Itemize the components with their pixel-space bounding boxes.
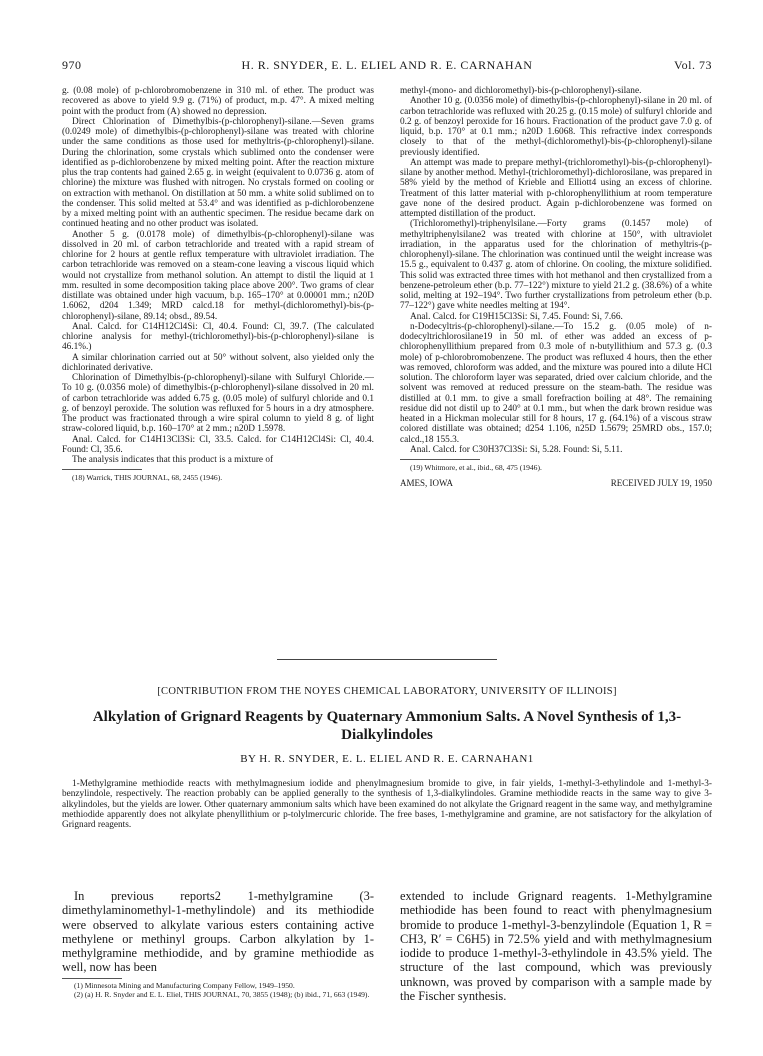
- paragraph: Another 5 g. (0.0178 mole) of dimethylbis-(p-chlorophenyl)-silane was dissolved in 20 ml. of carbon tetrachloride and treated with a rapid stream of chlorine for 2 hours at gentle reflux temperature with ultraviolet irradiation. The carbon tetrachloride was removed on a steam-cone leaving a viscous liquid which would not crystallize from methanol solution. An attempt to distil the liquid at 1 mm. resulted in some decomposition taking place above 200°. Two grams of clear distillate was obtained under high vacuum, b.p. 165–170° at 0.00001 mm.; n20D 1.6062, d204 1.349; MRD calcd.18 for methyl-(dichloromethyl)-bis-(p-chlorophenyl)-silane, 89.14; obsd., 89.54.: [62, 229, 374, 322]
- prior-article-left-column: [62, 86, 374, 646]
- signoff: [400, 478, 712, 490]
- footnote: (18) Warrick, THIS JOURNAL, 68, 2455 (1946).: [72, 473, 223, 483]
- footnote: (19) Whitmore, et al., ibid., 68, 475 (1946).: [410, 463, 542, 472]
- body-paragraph: In previous reports2 1-methylgramine (3-dimethylaminomethyl-1-methylindole) and its methiodide were observed to alkylate various esters containing active methylene or methinyl groups. Carbon alkylation by 1-methylgramine methiodide, and by gramine methiodide as well, now has been: [62, 889, 374, 975]
- paragraph: Anal. Calcd. for C14H13Cl3Si: Cl, 33.5. Calcd. for C14H12Cl4Si: Cl, 40.4. Found: Cl, 35.6.: [62, 434, 374, 455]
- paragraph: n-Dodecyltris-(p-chlorophenyl)-silane.—To 15.2 g. (0.05 mole) of n-dodecyltrichlorosilane19 in 50 ml. of ether was added an excess of p-chlorophenyllithium prepared from 0.3 mole of n-butyllithium and 57.3 g. (0.3 mole) of p-chlorobromobenzene. The product was refluxed 4 hours, then the ether was removed, chloroform was added, and the mixture was poured into a dilute HCl solution. The chloroform layer was separated, dried over calcium chloride, and the solvent was removed at reduced pressure on the steam-bath. The residue was distilled at 0.1 mm. to give a small forefraction boiling at 48°. The remaining residue did not distil up to 240° at 0.1 mm., but when the dark brown residue was heated in a Hickman molecular still for 8 hours, 17 g. (64.1%) of a viscous straw colored distillate was obtained; d254 1.106, n25D 1.5679; 25MRD obs., 157.0; calcd.,18 155.3.: [400, 321, 712, 445]
- byline: BY H. R. SNYDER, E. L. ELIEL AND R. E. CARNAHAN1: [240, 753, 534, 765]
- article-left-column: [62, 889, 374, 1039]
- footnote-rule: [62, 978, 122, 979]
- paragraph: Anal. Calcd. for C14H12Cl4Si: Cl, 40.4. Found: Cl, 39.7. (The calculated chlorine analysis for methyl-(trichloromethyl)-bis-(p-chlorophenyl)-silane is 46.1%.): [62, 321, 374, 353]
- paragraph: (Trichloromethyl)-triphenylsilane.—Forty grams (0.1457 mole) of methyltriphenylsilane2 was treated with chlorine at 150°, with ultraviolet irradiation, in the apparatus used for the chlorination of methyltris-(p-chlorophenyl)-silane. The chlorination was continued until the weight increase was 15.5 g., equivalent to 0.437 g. atom of chlorine. On cooling, the mixture solidified. This solid was extracted three times with hot methanol and then crystallized from a benzene-petroleum ether (b.p. 77–122°) mixture to yield 21.2 g. (38.6%) of a white solid, melting at 192–194°. Two further crystallizations from petroleum ether (b.p. 77–122°) gave white needles melting at 194°.: [400, 219, 712, 312]
- paragraph: g. (0.08 mole) of p-chlorobromobenzene in 310 ml. of ether. The product was recovered as above to yield 9.9 g. (71%) of product, m.p. 47°. A mixed melting point with the product from (A) showed no depression.: [62, 86, 374, 117]
- paragraph: An attempt was made to prepare methyl-(trichloromethyl)-bis-(p-chlorophenyl)-silane by another method. Methyl-(trichloromethyl)-dichlorosilane, was prepared in 58% yield by the method of Krieble and Elliott4 using an excess of chlorine. Treatment of this latter material with p-chlorophenyllithium at room temperature gave none of the desired product. Again p-dichlorobenzene was formed on attempted distillation of the product.: [400, 157, 712, 219]
- abstract: 1-Methylgramine methiodide reacts with methylmagnesium iodide and phenylmagnesium bromide to give, in fair yields, 1-methyl-3-ethylindole and 1-methyl-3-benzylindole, respectively. The reaction probably can be applied generally to the synthesis of 1,3-dialkylindoles. Gramine methiodide reacts in the same way to give 3-alkylindoles, but the yields are lower. Other quaternary ammonium salts which have been examined do not alkylate the Grignard reagent in the same way, and methylgramine methiodide apparently does not alkylate phenyllithium or p-tolylmercuric chloride. The free bases, 1-methylgramine and gramine, are not satisfactory for the alkylation of Grignard reagents.: [62, 779, 712, 831]
- running-head-authors: H. R. SNYDER, E. L. ELIEL AND R. E. CARNAHAN: [241, 58, 533, 72]
- volume-label: Vol. 73: [674, 58, 712, 72]
- running-head: [62, 58, 712, 74]
- footnote: (1) Minnesota Mining and Manufacturing Company Fellow, 1949–1950.: [74, 980, 295, 990]
- signoff-place: AMES, IOWA: [400, 478, 453, 488]
- article-divider: [277, 659, 497, 660]
- paragraph: A similar chlorination carried out at 50° without solvent, also yielded only the dichlorinated derivative.: [62, 352, 374, 373]
- contribution-line: [CONTRIBUTION FROM THE NOYES CHEMICAL LABORATORY, UNIVERSITY OF ILLINOIS]: [157, 686, 617, 697]
- paragraph: Direct Chlorination of Dimethylbis-(p-chlorophenyl)-silane.—Seven grams (0.0249 mole) of dimethylbis-(p-chlorophenyl)-silane was treated with chlorine under the same conditions as those used for methyltris-(p-chlorophenyl)-silane. During the chlorination, some crystals which sublimed onto the condenser were identified as p-dichlorobenzene by mixed melting point. After the reaction mixture plus the trap contents had gained 2.65 g. in weight (equivalent to 0.0736 g. atom of chlorine) the mixture was flushed with nitrogen. No crystals formed on cooling or on extraction with methanol. On distillation at 50 mm. a white solid sublimed on to the condenser. This solid melted at 53.4° and was identified as p-dichlorobenzene by a mixed melting point with an authentic specimen. The residue became dark on continued heating and no other product was isolated.: [62, 116, 374, 230]
- article-title: Alkylation of Grignard Reagents by Quaternary Ammonium Salts. A Novel Synthesis of 1,3-Dialkylindoles: [92, 709, 682, 743]
- paragraph: methyl-(mono- and dichloromethyl)-bis-(p-chlorophenyl)-silane.: [400, 86, 642, 96]
- paragraph: Another 10 g. (0.0356 mole) of dimethylbis-(p-chlorophenyl)-silane in 20 ml. of carbon tetrachloride was refluxed with 20.25 g. (0.15 mole) of sulfuryl chloride and 0.2 g. of benzoyl peroxide for 16 hours. Fractionation of the product gave 7.0 g. of liquid, b.p. 170° at 0.1 mm.; n20D 1.6068. This refractive index corresponds closely to that of the methyl-(dichloromethyl)-bis-(p-chlorophenyl)-silane previously identified.: [400, 96, 712, 158]
- footnote-rule: [62, 469, 142, 470]
- paragraph: Anal. Calcd. for C30H37Cl3Si: Si, 5.28. Found: Si, 5.11.: [410, 444, 623, 455]
- footnote-rule: [400, 459, 480, 460]
- paragraph: Chlorination of Dimethylbis-(p-chlorophenyl)-silane with Sulfuryl Chloride.—To 10 g. (0.0356 mole) of dimethylbis-(p-chlorophenyl)-silane dissolved in 20 ml. of carbon tetrachloride was added 6.75 g. (0.05 mole) of sulfuryl chloride and 0.1 g. of benzoyl peroxide. The solution was refluxed for 5 hours in a dry atmosphere. The product was fractionated through a wire spiral column to yield 8 g. of light straw-colored liquid, b.p. 160–170° at 2 mm.; n20D 1.5978.: [62, 373, 374, 435]
- paragraph: The analysis indicates that this product is a mixture of: [72, 455, 274, 465]
- prior-article-right-column: [400, 86, 712, 646]
- footnote: (2) (a) H. R. Snyder and E. L. Eliel, THIS JOURNAL, 70, 3855 (1948); (b) ibid., 71, 663 (1949).: [74, 989, 370, 999]
- body-paragraph: extended to include Grignard reagents. 1-Methylgramine methiodide has been found to react with phenylmagnesium bromide to produce 1-methyl-3-benzylindole (Equation 1, R = CH3, R′ = C6H5) in 72.5% yield and with methylmagnesium iodide to produce 1-methyl-3-ethylindole in 43.5% yield. The structure of the last compound, which was previously unknown, was proved by comparison with a sample made by the Fischer synthesis.: [400, 889, 712, 1004]
- page-number: 970: [62, 58, 82, 72]
- received-date: RECEIVED JULY 19, 1950: [610, 478, 712, 488]
- journal-page: [62, 0, 712, 1056]
- paragraph: Anal. Calcd. for C19H15Cl3Si: Si, 7.45. Found: Si, 7.66.: [410, 311, 623, 322]
- article-right-column: [400, 889, 712, 1039]
